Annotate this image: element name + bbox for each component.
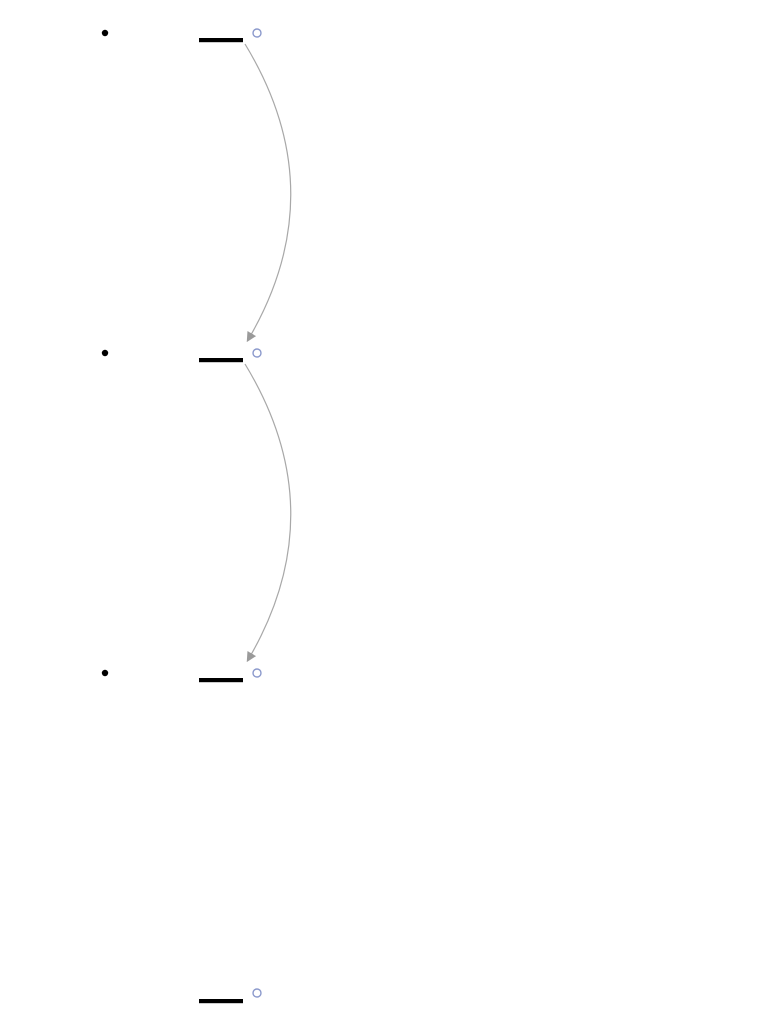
annotation-connector-96 <box>253 29 404 37</box>
slot-64-tick <box>199 358 243 362</box>
annotation-genesis <box>413 985 765 998</box>
annotation-slot-64 <box>413 345 765 366</box>
annotation-connector-32 <box>253 669 404 677</box>
slot-0-tick <box>199 999 243 1003</box>
annotation-connector-64 <box>253 349 404 357</box>
slot-96-tick <box>199 38 243 42</box>
annotation-slot-96 <box>413 25 765 38</box>
slot-32-tick <box>199 678 243 682</box>
attestation-pie-icon <box>437 467 452 482</box>
attestation-arrow-96-to-64 <box>245 44 291 340</box>
annotation-connector-0 <box>253 989 404 997</box>
attestation-arrow-64-to-32 <box>245 364 291 660</box>
annotation-slot-32 <box>413 665 765 678</box>
checkpoint-finalized-pointer <box>102 670 232 676</box>
chainhead-pointer <box>102 30 232 36</box>
checkpoint-justified-pointer <box>102 350 232 356</box>
